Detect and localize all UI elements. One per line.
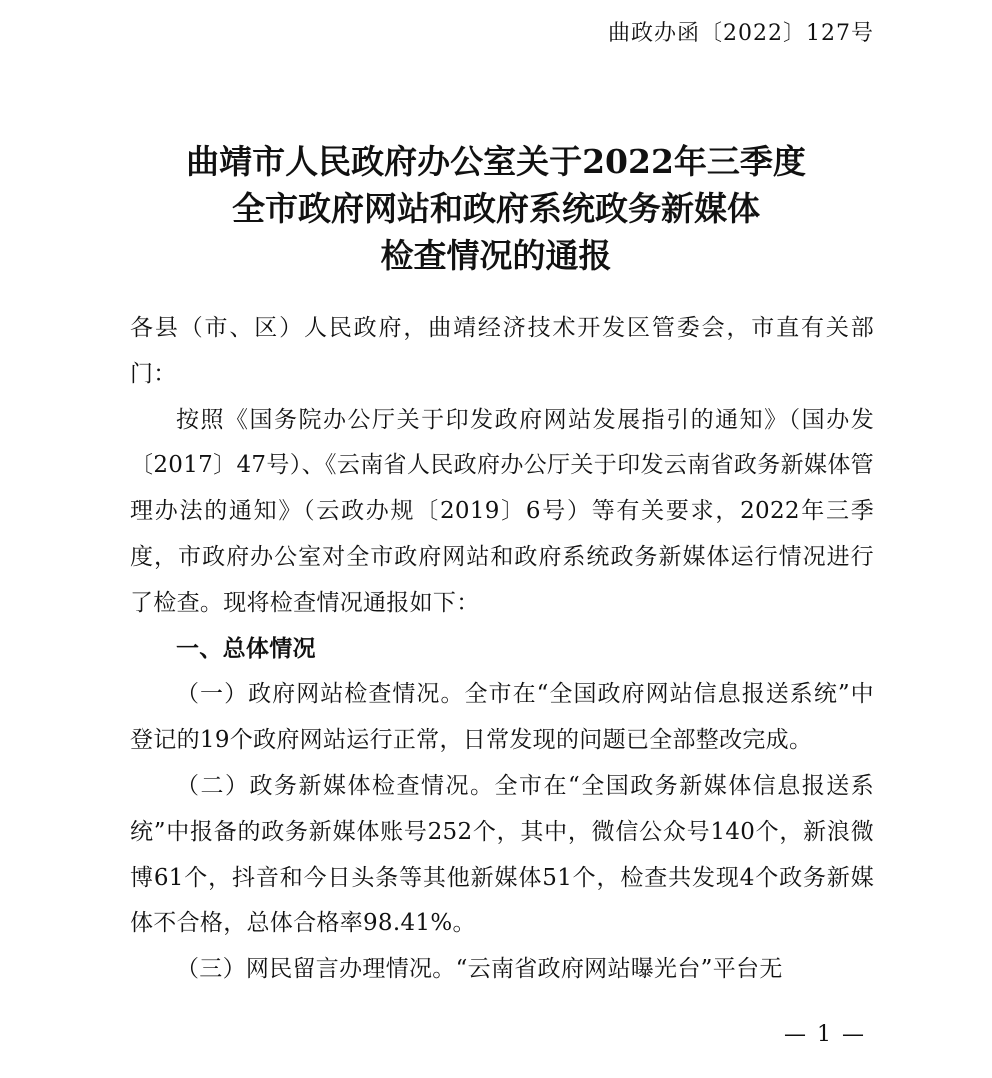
document-number: 曲政办函〔2022〕127号 [608, 21, 874, 46]
document-title [0, 138, 992, 279]
intro-paragraph: 按照《国务院办公厅关于印发政府网站发展指引的通知》（国办发〔2017〕47号）、《云南省人民政府办公厅关于印发云南省政务新媒体管理办法的通知》（云政办规〔2019〕6号）等有关要求，2022年三季度，市政府办公室对全市政府网站和政府系统政务新媒体运行情况进行了检查。现将检查情况通报如下： [130, 406, 874, 616]
section-heading-overall: 一、总体情况 [176, 635, 316, 662]
paragraph-website-check: （一）政府网站检查情况。全市在“全国政府网站信息报送系统”中登记的19个政府网站运行正常，日常发现的问题已全部整改完成。 [130, 681, 874, 754]
paragraph-message-handling: （三）网民留言办理情况。“云南省政府网站曝光台”平台无 [176, 956, 783, 983]
title-line-3: 检查情况的通报 [380, 236, 612, 275]
document-body [130, 306, 874, 993]
title-line-2: 全市政府网站和政府系统政务新媒体 [232, 189, 760, 228]
title-line-1: 曲靖市人民政府办公室关于2022年三季度 [186, 142, 806, 181]
page-number: — 1 — [784, 1022, 866, 1047]
addressee: 各县（市、区）人民政府，曲靖经济技术开发区管委会，市直有关部门： [130, 315, 874, 387]
paragraph-new-media-check: （二）政务新媒体检查情况。全市在“全国政务新媒体信息报送系统”中报备的政务新媒体账号252个，其中，微信公众号140个，新浪微博61个，抖音和今日头条等其他新媒体51个，检查共发现4个政务新媒体不合格，总体合格率98.41%。 [130, 772, 874, 937]
